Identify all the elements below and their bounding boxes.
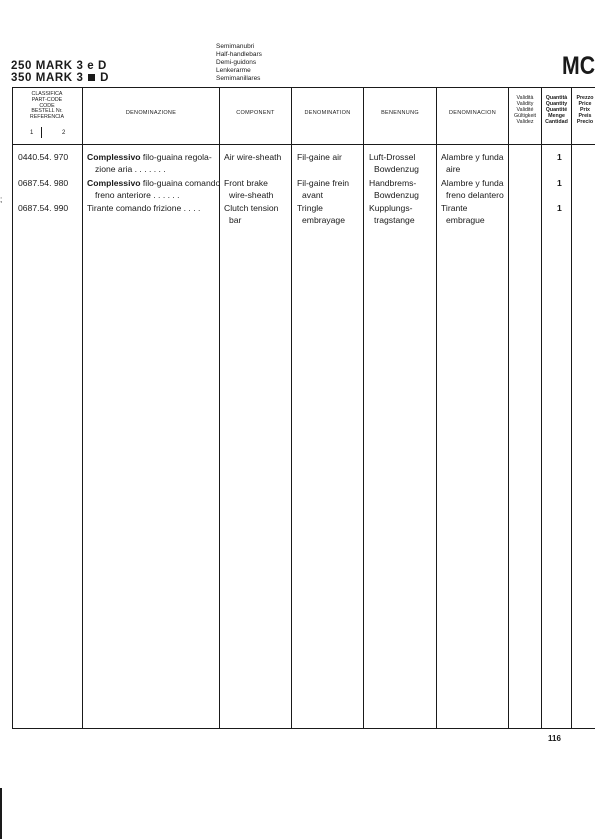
denominacion-es-cont: aire bbox=[446, 164, 461, 174]
part-description: Tirante comando frizione . . . . bbox=[87, 203, 201, 213]
header-quantity bbox=[542, 95, 571, 125]
description-bold: Complessivo bbox=[87, 152, 141, 162]
validity-label: Gültigkeit bbox=[513, 113, 537, 119]
denomination-fr: Fil-gaine air bbox=[297, 152, 342, 162]
column-divider bbox=[508, 87, 509, 729]
benennung-de-cont: Bowdenzug bbox=[374, 190, 419, 200]
denomination-fr: Tringle bbox=[297, 203, 323, 213]
header-denominacion: DENOMINACION bbox=[449, 110, 496, 116]
column-divider bbox=[363, 87, 364, 729]
quantity-label: Quantità bbox=[545, 95, 568, 101]
benennung-de: Luft-Drossel bbox=[369, 152, 416, 162]
column-divider bbox=[541, 87, 542, 729]
column-divider bbox=[82, 87, 83, 729]
denominacion-es: Alambre y funda bbox=[441, 152, 504, 162]
component-en: Air wire-sheath bbox=[224, 152, 282, 162]
scan-edge-mark bbox=[0, 788, 2, 839]
quantity-label: Menge bbox=[548, 113, 565, 119]
denominacion-es-cont: freno delantero bbox=[446, 190, 504, 200]
quantity-label: Quantité bbox=[545, 107, 568, 113]
brand-logo-text: MC bbox=[562, 52, 595, 80]
component-en-cont: bar bbox=[229, 215, 242, 225]
price-label: Prezzo bbox=[576, 95, 594, 101]
margin-mark: ; bbox=[0, 195, 3, 204]
model-title-250: 250 MARK 3 e D bbox=[11, 60, 107, 72]
part-description bbox=[87, 152, 212, 164]
denomination-fr-cont: avant bbox=[302, 190, 324, 200]
header-component: COMPONENT bbox=[236, 110, 275, 116]
denominacion-es: Tirante bbox=[441, 203, 468, 213]
price-label: Prix bbox=[579, 107, 590, 113]
code-column-header bbox=[14, 92, 80, 121]
code-header-line: CLASSIFICA bbox=[31, 91, 63, 97]
code-header-line: REFERENCIA bbox=[29, 114, 65, 121]
code-header-line: CODE bbox=[39, 102, 55, 109]
description-text: filo-guaina comando bbox=[142, 178, 221, 188]
translation-fr: Demi-guidons bbox=[216, 59, 257, 66]
column-divider bbox=[291, 87, 292, 729]
denomination-fr: Fil-gaine frein bbox=[297, 178, 350, 188]
denominacion-es-cont: embrague bbox=[446, 215, 485, 225]
price-label: Preis bbox=[578, 113, 592, 119]
benennung-de-cont: tragstange bbox=[374, 215, 415, 225]
description-text: filo-guaina regola- bbox=[142, 152, 212, 162]
part-description bbox=[87, 178, 220, 190]
denominacion-es: Alambre y funda bbox=[441, 178, 504, 188]
part-code: 0687.54. 990 bbox=[18, 203, 69, 213]
column-divider bbox=[436, 87, 437, 729]
denomination-fr-cont: embrayage bbox=[302, 215, 345, 225]
quantity-value: 1 bbox=[557, 178, 562, 188]
benennung-de: Handbrems- bbox=[369, 178, 417, 188]
benennung-de-cont: Bowdenzug bbox=[374, 164, 419, 174]
quantity-value: 1 bbox=[557, 203, 562, 213]
translation-en: Half-handlebars bbox=[216, 51, 262, 58]
part-description-cont: zione aria . . . . . . . bbox=[95, 164, 166, 174]
part-code: 0440.54. 970 bbox=[18, 152, 69, 162]
code-header-line: BESTELL Nr. bbox=[31, 108, 63, 115]
header-price bbox=[572, 95, 595, 125]
component-en: Front brake bbox=[224, 178, 268, 188]
black-square-icon bbox=[88, 74, 95, 81]
validity-label: Validez bbox=[516, 119, 534, 125]
benennung-de: Kupplungs- bbox=[369, 203, 413, 213]
description-bold: Complessivo bbox=[87, 178, 141, 188]
code-header-line: PART-CODE bbox=[31, 96, 63, 103]
translation-es: Semimanillares bbox=[216, 75, 261, 82]
quantity-label: Quantity bbox=[545, 101, 568, 107]
page-number: 116 bbox=[548, 734, 561, 743]
model-title-350 bbox=[11, 72, 109, 84]
model-title-350-prefix: 350 MARK 3 bbox=[11, 72, 84, 84]
column-divider bbox=[571, 87, 572, 729]
price-label: Price bbox=[578, 101, 592, 107]
header-validity bbox=[509, 95, 541, 125]
code-subcolumn-divider bbox=[41, 127, 42, 138]
quantity-label: Cantidad bbox=[545, 119, 568, 125]
model-title-350-suffix: D bbox=[100, 72, 109, 84]
code-subcolumn-1: 1 bbox=[30, 130, 34, 136]
header-denominazione: DENOMINAZIONE bbox=[125, 110, 177, 116]
translation-it: Semimanubri bbox=[216, 43, 255, 50]
component-en-cont: wire-sheath bbox=[229, 190, 274, 200]
component-en: Clutch tension bbox=[224, 203, 279, 213]
price-label: Precio bbox=[576, 119, 594, 125]
header-denomination: DENOMINATION bbox=[304, 110, 351, 116]
part-code: 0687.54. 980 bbox=[18, 178, 69, 188]
validity-label: Validité bbox=[516, 107, 534, 113]
code-subcolumn-2: 2 bbox=[62, 130, 66, 136]
header-benennung: BENENNUNG bbox=[381, 110, 419, 116]
validity-label: Validità bbox=[516, 95, 534, 101]
quantity-value: 1 bbox=[557, 152, 562, 162]
part-description-cont: freno anteriore . . . . . . bbox=[95, 190, 180, 200]
validity-label: Validity bbox=[516, 101, 534, 107]
translation-de: Lenkerarme bbox=[216, 67, 251, 74]
